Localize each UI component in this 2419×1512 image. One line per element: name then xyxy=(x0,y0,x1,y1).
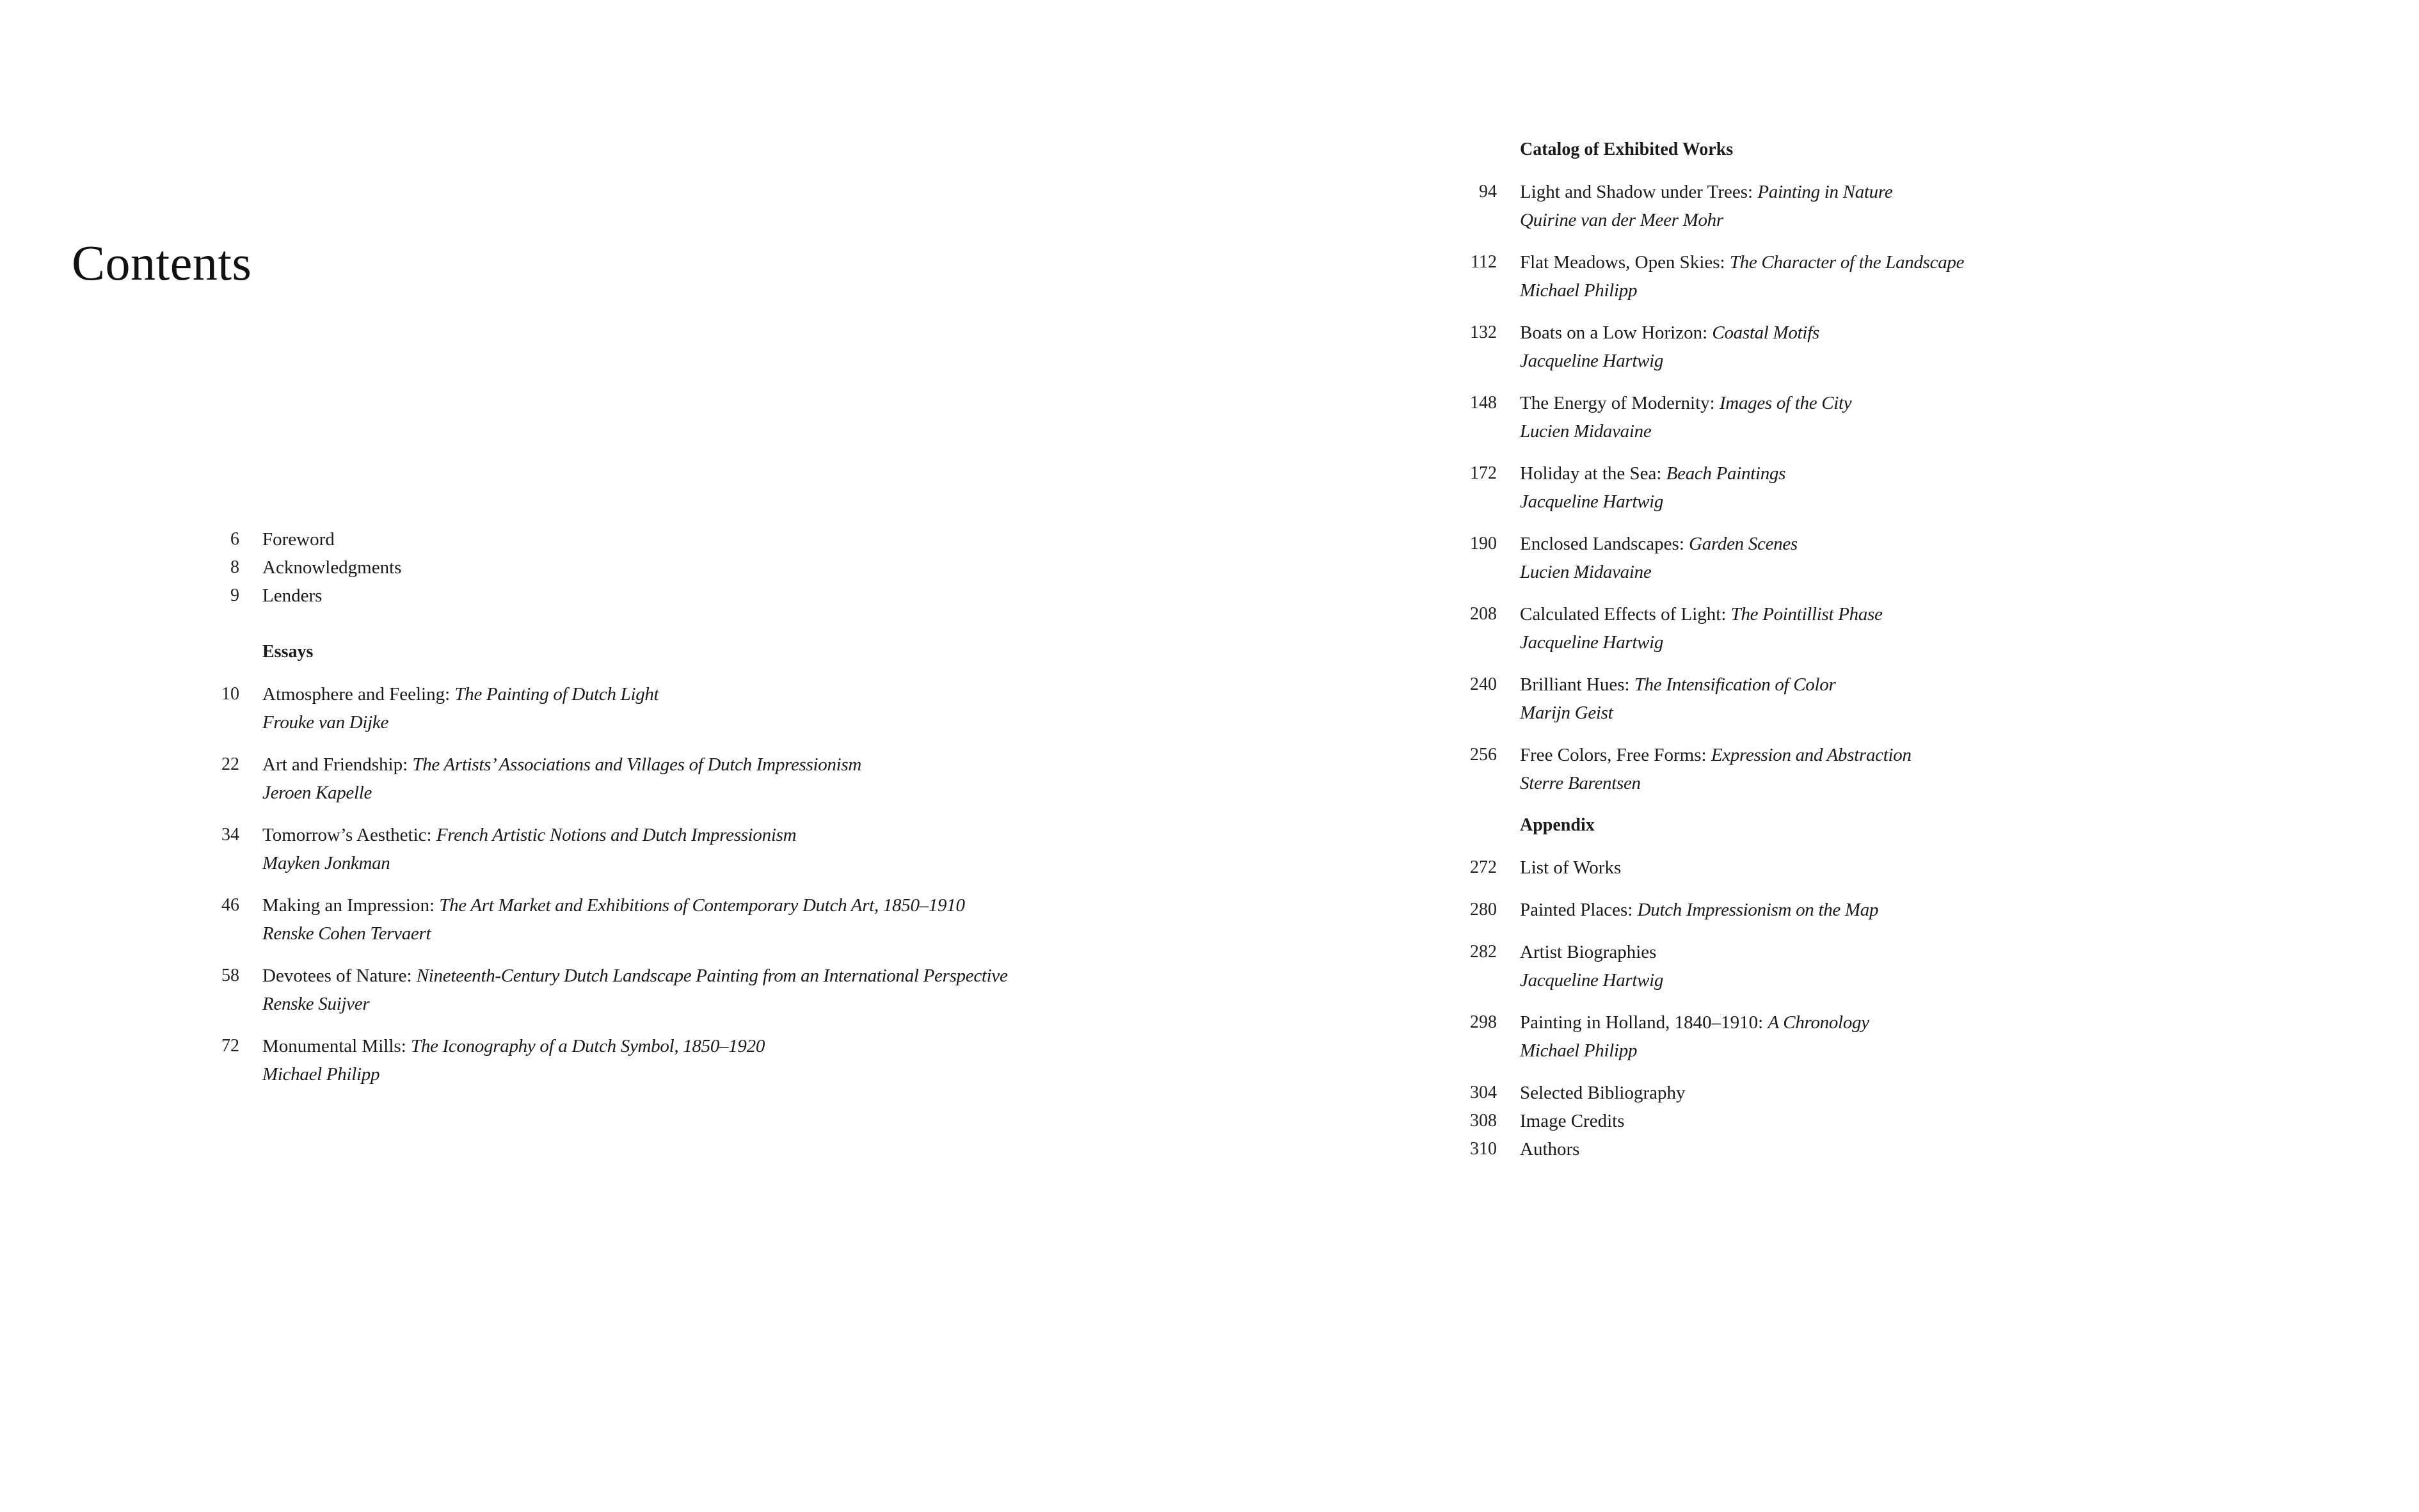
toc-entry-essay[interactable] xyxy=(186,751,1146,807)
toc-entry-essay[interactable] xyxy=(186,891,1146,948)
entry-author: Marijn Geist xyxy=(1520,703,1613,723)
page-number: 148 xyxy=(1470,393,1497,413)
entry-subtitle: Painting in Nature xyxy=(1757,182,1893,202)
entry-subtitle: The Art Market and Exhibitions of Contemporary Dutch Art, 1850–1910 xyxy=(439,895,965,916)
page-number: 72 xyxy=(221,1036,239,1056)
page-number: 9 xyxy=(230,585,239,605)
toc-entry-catalog[interactable] xyxy=(1443,671,2275,727)
toc-entry-appendix[interactable] xyxy=(1443,1008,2275,1065)
toc-entry-essay[interactable] xyxy=(186,821,1146,877)
entry-subtitle: Dutch Impressionism on the Map xyxy=(1637,900,1879,920)
entry-title: Lenders xyxy=(262,585,323,606)
entry-title: Acknowledgments xyxy=(262,557,402,578)
page-number: 22 xyxy=(221,754,239,774)
page-number: 112 xyxy=(1471,252,1497,272)
page-number: 34 xyxy=(221,825,239,845)
entry-title: Monumental Mills: xyxy=(262,1036,411,1056)
section-heading-catalog xyxy=(1443,136,2275,164)
toc-entry-catalog[interactable] xyxy=(1443,178,2275,234)
entry-title: Flat Meadows, Open Skies: xyxy=(1520,252,1730,273)
entry-author: Jacqueline Hartwig xyxy=(1520,970,1664,991)
entry-title: Atmosphere and Feeling: xyxy=(262,684,455,704)
entry-title: Artist Biographies xyxy=(1520,942,1657,962)
toc-entry-appendix[interactable] xyxy=(1443,896,2275,924)
entry-author: Michael Philipp xyxy=(1520,280,1638,301)
toc-entry-essay[interactable] xyxy=(186,962,1146,1018)
page-number: 310 xyxy=(1470,1139,1497,1159)
entry-author: Renske Suijver xyxy=(262,994,370,1014)
section-heading-label: Essays xyxy=(262,642,314,662)
toc-entry-acknowledgments[interactable] xyxy=(186,553,1146,582)
entry-subtitle: Coastal Motifs xyxy=(1712,322,1819,343)
entry-title: Free Colors, Free Forms: xyxy=(1520,745,1711,765)
entry-subtitle: The Pointillist Phase xyxy=(1730,604,1883,625)
page-number: 298 xyxy=(1470,1012,1497,1032)
entry-title: Enclosed Landscapes: xyxy=(1520,534,1689,554)
entry-title: Art and Friendship: xyxy=(262,754,413,775)
toc-left-column xyxy=(186,525,1146,1102)
entry-title: Calculated Effects of Light: xyxy=(1520,604,1731,625)
page-number: 10 xyxy=(221,684,239,704)
section-heading-appendix xyxy=(1443,811,2275,840)
toc-entry-authors[interactable] xyxy=(1443,1135,2275,1163)
entry-subtitle: Images of the City xyxy=(1719,393,1852,413)
entry-author: Quirine van der Meer Mohr xyxy=(1520,210,1723,230)
entry-title: Tomorrow’s Aesthetic: xyxy=(262,825,436,845)
section-heading-label: Catalog of Exhibited Works xyxy=(1520,139,1734,159)
entry-title: Foreword xyxy=(262,529,335,550)
page-number: 8 xyxy=(230,557,239,577)
page-number: 132 xyxy=(1470,322,1497,342)
entry-author: Frouke van Dijke xyxy=(262,712,389,733)
entry-title: Light and Shadow under Trees: xyxy=(1520,182,1758,202)
page-number: 58 xyxy=(221,966,239,985)
entry-title: Making an Impression: xyxy=(262,895,440,916)
page-number: 282 xyxy=(1470,942,1497,962)
entry-subtitle: French Artistic Notions and Dutch Impressionism xyxy=(436,825,797,845)
toc-entry-bibliography[interactable] xyxy=(1443,1079,2275,1107)
entry-title: Devotees of Nature: xyxy=(262,966,417,986)
page-title: Contents xyxy=(72,235,252,290)
entry-subtitle: The Intensification of Color xyxy=(1634,674,1836,695)
page-number: 6 xyxy=(230,529,239,549)
entry-author: Sterre Barentsen xyxy=(1520,773,1641,793)
entry-author: Lucien Midavaine xyxy=(1520,421,1652,442)
entry-title: Authors xyxy=(1520,1139,1580,1159)
entry-title: Boats on a Low Horizon: xyxy=(1520,322,1712,343)
entry-title: Holiday at the Sea: xyxy=(1520,463,1666,484)
page-number: 256 xyxy=(1470,745,1497,765)
page-number: 304 xyxy=(1470,1083,1497,1102)
toc-entry-appendix[interactable] xyxy=(1443,938,2275,994)
entry-subtitle: The Artists’ Associations and Villages of Dutch Impressionism xyxy=(412,754,862,775)
toc-entry-catalog[interactable] xyxy=(1443,741,2275,797)
entry-subtitle: The Painting of Dutch Light xyxy=(454,684,659,704)
entry-author: Jeroen Kapelle xyxy=(262,783,372,803)
entry-author: Michael Philipp xyxy=(1520,1040,1638,1061)
toc-entry-catalog[interactable] xyxy=(1443,389,2275,445)
toc-entry-foreword[interactable] xyxy=(186,525,1146,553)
entry-subtitle: Nineteenth-Century Dutch Landscape Painting from an International Perspective xyxy=(416,966,1008,986)
entry-author: Mayken Jonkman xyxy=(262,853,390,873)
toc-right-column xyxy=(1443,136,2275,1163)
page-number: 240 xyxy=(1470,674,1497,694)
page-number: 272 xyxy=(1470,857,1497,877)
entry-author: Jacqueline Hartwig xyxy=(1520,491,1664,512)
entry-author: Renske Cohen Tervaert xyxy=(262,923,431,944)
entry-author: Lucien Midavaine xyxy=(1520,562,1652,582)
toc-entry-image-credits[interactable] xyxy=(1443,1107,2275,1135)
section-heading-label: Appendix xyxy=(1520,815,1595,835)
toc-entry-lenders[interactable] xyxy=(186,582,1146,610)
entry-subtitle: The Character of the Landscape xyxy=(1729,252,1965,273)
toc-entry-appendix[interactable] xyxy=(1443,854,2275,882)
toc-entry-catalog[interactable] xyxy=(1443,319,2275,375)
entry-subtitle: Garden Scenes xyxy=(1689,534,1798,554)
toc-entry-essay[interactable] xyxy=(186,1032,1146,1088)
entry-author: Michael Philipp xyxy=(262,1064,380,1085)
page-number: 280 xyxy=(1470,900,1497,919)
toc-entry-catalog[interactable] xyxy=(1443,530,2275,586)
toc-entry-catalog[interactable] xyxy=(1443,459,2275,516)
page-number: 94 xyxy=(1479,182,1497,202)
entry-author: Jacqueline Hartwig xyxy=(1520,351,1664,371)
entry-subtitle: Beach Paintings xyxy=(1666,463,1786,484)
toc-entry-catalog[interactable] xyxy=(1443,248,2275,305)
page-number: 308 xyxy=(1470,1111,1497,1131)
entry-subtitle: Expression and Abstraction xyxy=(1711,745,1912,765)
toc-entry-essay[interactable] xyxy=(186,680,1146,736)
section-heading-essays xyxy=(186,638,1146,666)
entry-title: Selected Bibliography xyxy=(1520,1083,1686,1103)
entry-author: Jacqueline Hartwig xyxy=(1520,632,1664,653)
entry-subtitle: The Iconography of a Dutch Symbol, 1850–1920 xyxy=(411,1036,765,1056)
entry-title: Painting in Holland, 1840–1910: xyxy=(1520,1012,1768,1033)
entry-title: List of Works xyxy=(1520,857,1622,878)
page-number: 190 xyxy=(1470,534,1497,553)
entry-title: Brilliant Hues: xyxy=(1520,674,1634,695)
toc-entry-catalog[interactable] xyxy=(1443,600,2275,657)
page-number: 172 xyxy=(1470,463,1497,483)
page-number: 208 xyxy=(1470,604,1497,624)
entry-subtitle: A Chronology xyxy=(1768,1012,1869,1033)
entry-title: The Energy of Modernity: xyxy=(1520,393,1720,413)
page-number: 46 xyxy=(221,895,239,915)
entry-title: Painted Places: xyxy=(1520,900,1638,920)
entry-title: Image Credits xyxy=(1520,1111,1625,1131)
